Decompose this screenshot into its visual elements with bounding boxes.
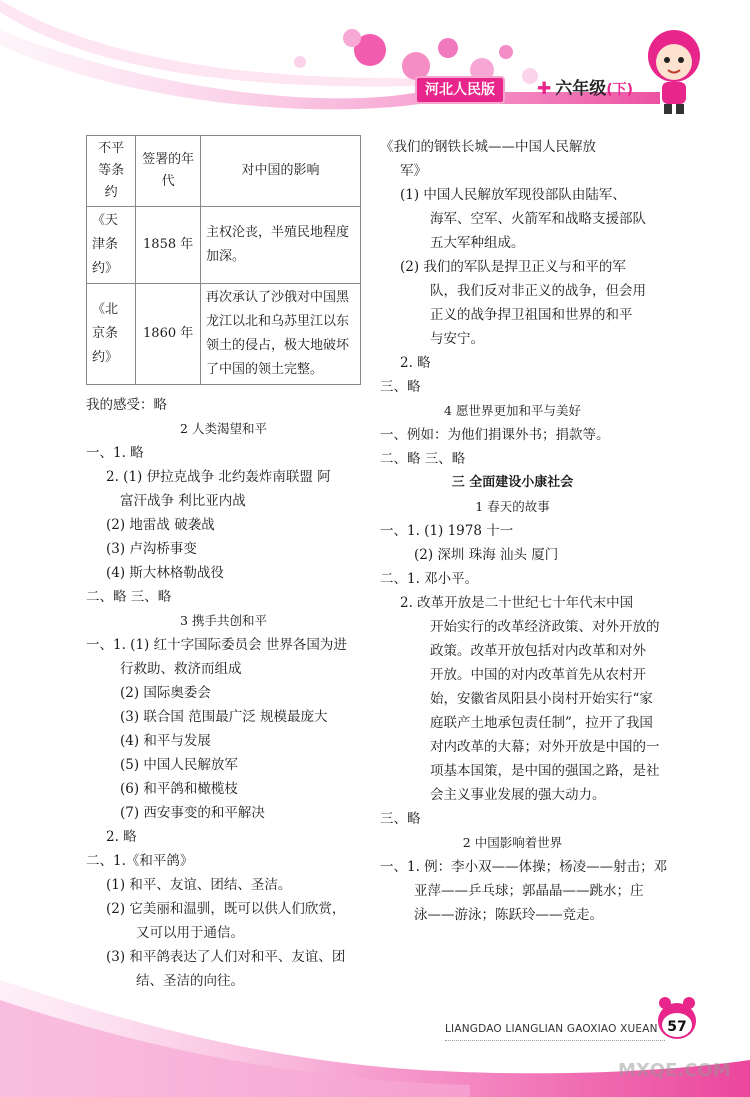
footer-series: LIANGDAO LIANGLIAN GAOXIAO XUEAN — [445, 1023, 658, 1035]
section-heading: 2 人类渴望和平 — [180, 421, 267, 436]
grade-label — [537, 76, 633, 103]
answer-line: (1) 和平、友谊、团结、圣洁。 — [106, 877, 292, 893]
answer-line: 2. 略 — [106, 829, 137, 845]
answer-line: (1) 中国人民解放军现役部队由陆军、 — [400, 187, 626, 203]
answer-line: 二、略 三、略 — [380, 451, 466, 467]
answer-line: (2) 它美丽和温驯，既可以供人们欣赏， — [106, 901, 346, 917]
answer-line: 庭联产土地承包责任制”，拉开了我国 — [430, 715, 653, 731]
answer-line: 项基本国策，是中国的强国之路，是社 — [430, 763, 660, 779]
answer-line: (2) 地雷战 破袭战 — [106, 517, 215, 533]
answer-line: 政策。改革开放包括对内改革和对外 — [430, 643, 646, 659]
answer-line: (3) 卢沟桥事变 — [106, 541, 197, 557]
term-text: (下) — [606, 82, 634, 98]
answer-line: 又可以用于通信。 — [136, 925, 244, 941]
answer-line: 会主义事业发展的强大动力。 — [430, 787, 606, 803]
page-number: 57 — [667, 1019, 687, 1035]
answer-line: 五大军种组成。 — [430, 235, 525, 251]
answer-line: 三、略 — [380, 811, 421, 827]
answer-line: 一、例如：为他们捐课外书；捐款等。 — [380, 427, 610, 443]
footer-dotted-rule — [445, 1040, 665, 1041]
answer-line: (5) 中国人民解放军 — [120, 757, 238, 773]
answer-line: 2. 略 — [400, 355, 431, 371]
treaty-year: 1858 年 — [136, 207, 201, 284]
table-row — [87, 207, 361, 284]
answer-line: 开始实行的改革经济政策、对外开放的 — [430, 619, 660, 635]
answer-line: 一、1. 略 — [86, 445, 144, 461]
section-heading: 2 中国影响着世界 — [462, 835, 563, 850]
answer-line: 正义的战争捍卫祖国和世界的和平 — [430, 307, 633, 323]
section-heading: 3 携手共创和平 — [180, 613, 267, 628]
left-column — [86, 135, 361, 993]
right-column — [380, 135, 668, 927]
answer-line: 行救助、救济而组成 — [120, 661, 242, 677]
answer-line: 海军、空军、火箭军和战略支援部队 — [430, 211, 646, 227]
answer-line: 对内改革的大幕；对外开放是中国的一 — [430, 739, 660, 755]
answer-line: (4) 和平与发展 — [120, 733, 211, 749]
publisher-badge: 河北人民版 — [415, 76, 505, 104]
answer-line: 一、1. (1) 1978 十一 — [380, 523, 514, 539]
answer-line: 始，安徽省凤阳县小岗村开始实行“家 — [430, 691, 653, 707]
answer-line: 富汗战争 利比亚内战 — [120, 493, 246, 509]
answer-line: 队，我们反对非正义的战争，但会用 — [430, 283, 646, 299]
treaty-table — [86, 135, 361, 385]
mascot-icon — [638, 26, 710, 116]
table-header: 对中国的影响 — [201, 136, 361, 207]
treaty-impact: 主权沦丧，半殖民地程度加深。 — [201, 207, 361, 284]
answer-line: 2. 改革开放是二十世纪七十年代末中国 — [400, 595, 634, 611]
answer-line: 与安宁。 — [430, 331, 484, 347]
answer-line: 泳——游泳；陈跃玲——竞走。 — [414, 907, 603, 923]
answer-line: (4) 斯大林格勒战役 — [106, 565, 224, 581]
answer-line: (2) 我们的军队是捍卫正义与和平的军 — [400, 259, 626, 275]
unit-heading: 三 全面建设小康社会 — [451, 475, 574, 490]
treaty-name: 《天津条约》 — [87, 207, 136, 284]
answer-line: (2) 国际奥委会 — [120, 685, 211, 701]
table-row — [87, 284, 361, 385]
watermark: MXQE.COM — [618, 1060, 731, 1081]
answer-line: 一、1. 例：李小双——体操；杨凌——射击；邓 — [380, 859, 668, 875]
answer-line: 二、略 三、略 — [86, 589, 172, 605]
table-header: 签署的年代 — [136, 136, 201, 207]
table-header: 不平等条约 — [87, 136, 136, 207]
answer-line: 二、1. 邓小平。 — [380, 571, 479, 587]
answer-line: 军》 — [400, 163, 427, 179]
answer-line: 我的感受：略 — [86, 397, 167, 413]
answer-line: (2) 深圳 珠海 汕头 厦门 — [414, 547, 559, 563]
answer-line: 2. (1) 伊拉克战争 北约轰炸南联盟 阿 — [106, 469, 331, 485]
plus-icon: ✚ — [537, 79, 552, 99]
header-band — [415, 76, 655, 104]
answer-line: (6) 和平鸽和橄榄枝 — [120, 781, 238, 797]
answer-line: 结、圣洁的向往。 — [136, 973, 244, 989]
answer-line: (3) 和平鸽表达了人们对和平、友谊、团 — [106, 949, 346, 965]
answer-line: (3) 联合国 范围最广泛 规模最庞大 — [120, 709, 328, 725]
treaty-name: 《北京条约》 — [87, 284, 136, 385]
section-heading: 4 愿世界更加和平与美好 — [444, 403, 581, 418]
answer-line: 一、1. (1) 红十字国际委员会 世界各国为进 — [86, 637, 347, 653]
grade-text: 六年级 — [555, 79, 607, 99]
answer-line: (7) 西安事变的和平解决 — [120, 805, 265, 821]
answer-line: 二、1.《和平鸽》 — [86, 853, 194, 869]
answer-line: 亚萍——乒乓球；郭晶晶——跳水；庄 — [414, 883, 644, 899]
section-heading: 1 春天的故事 — [475, 499, 550, 514]
top-decoration — [0, 0, 750, 130]
answer-line: 三、略 — [380, 379, 421, 395]
table-header-row — [87, 136, 361, 207]
answer-line: 开放。中国的对内改革首先从农村开 — [430, 667, 646, 683]
answer-line: 《我们的钢铁长城——中国人民解放 — [380, 139, 596, 155]
treaty-impact: 再次承认了沙俄对中国黑龙江以北和乌苏里江以东领土的侵占，极大地破坏了中国的领土完整。 — [201, 284, 361, 385]
treaty-year: 1860 年 — [136, 284, 201, 385]
